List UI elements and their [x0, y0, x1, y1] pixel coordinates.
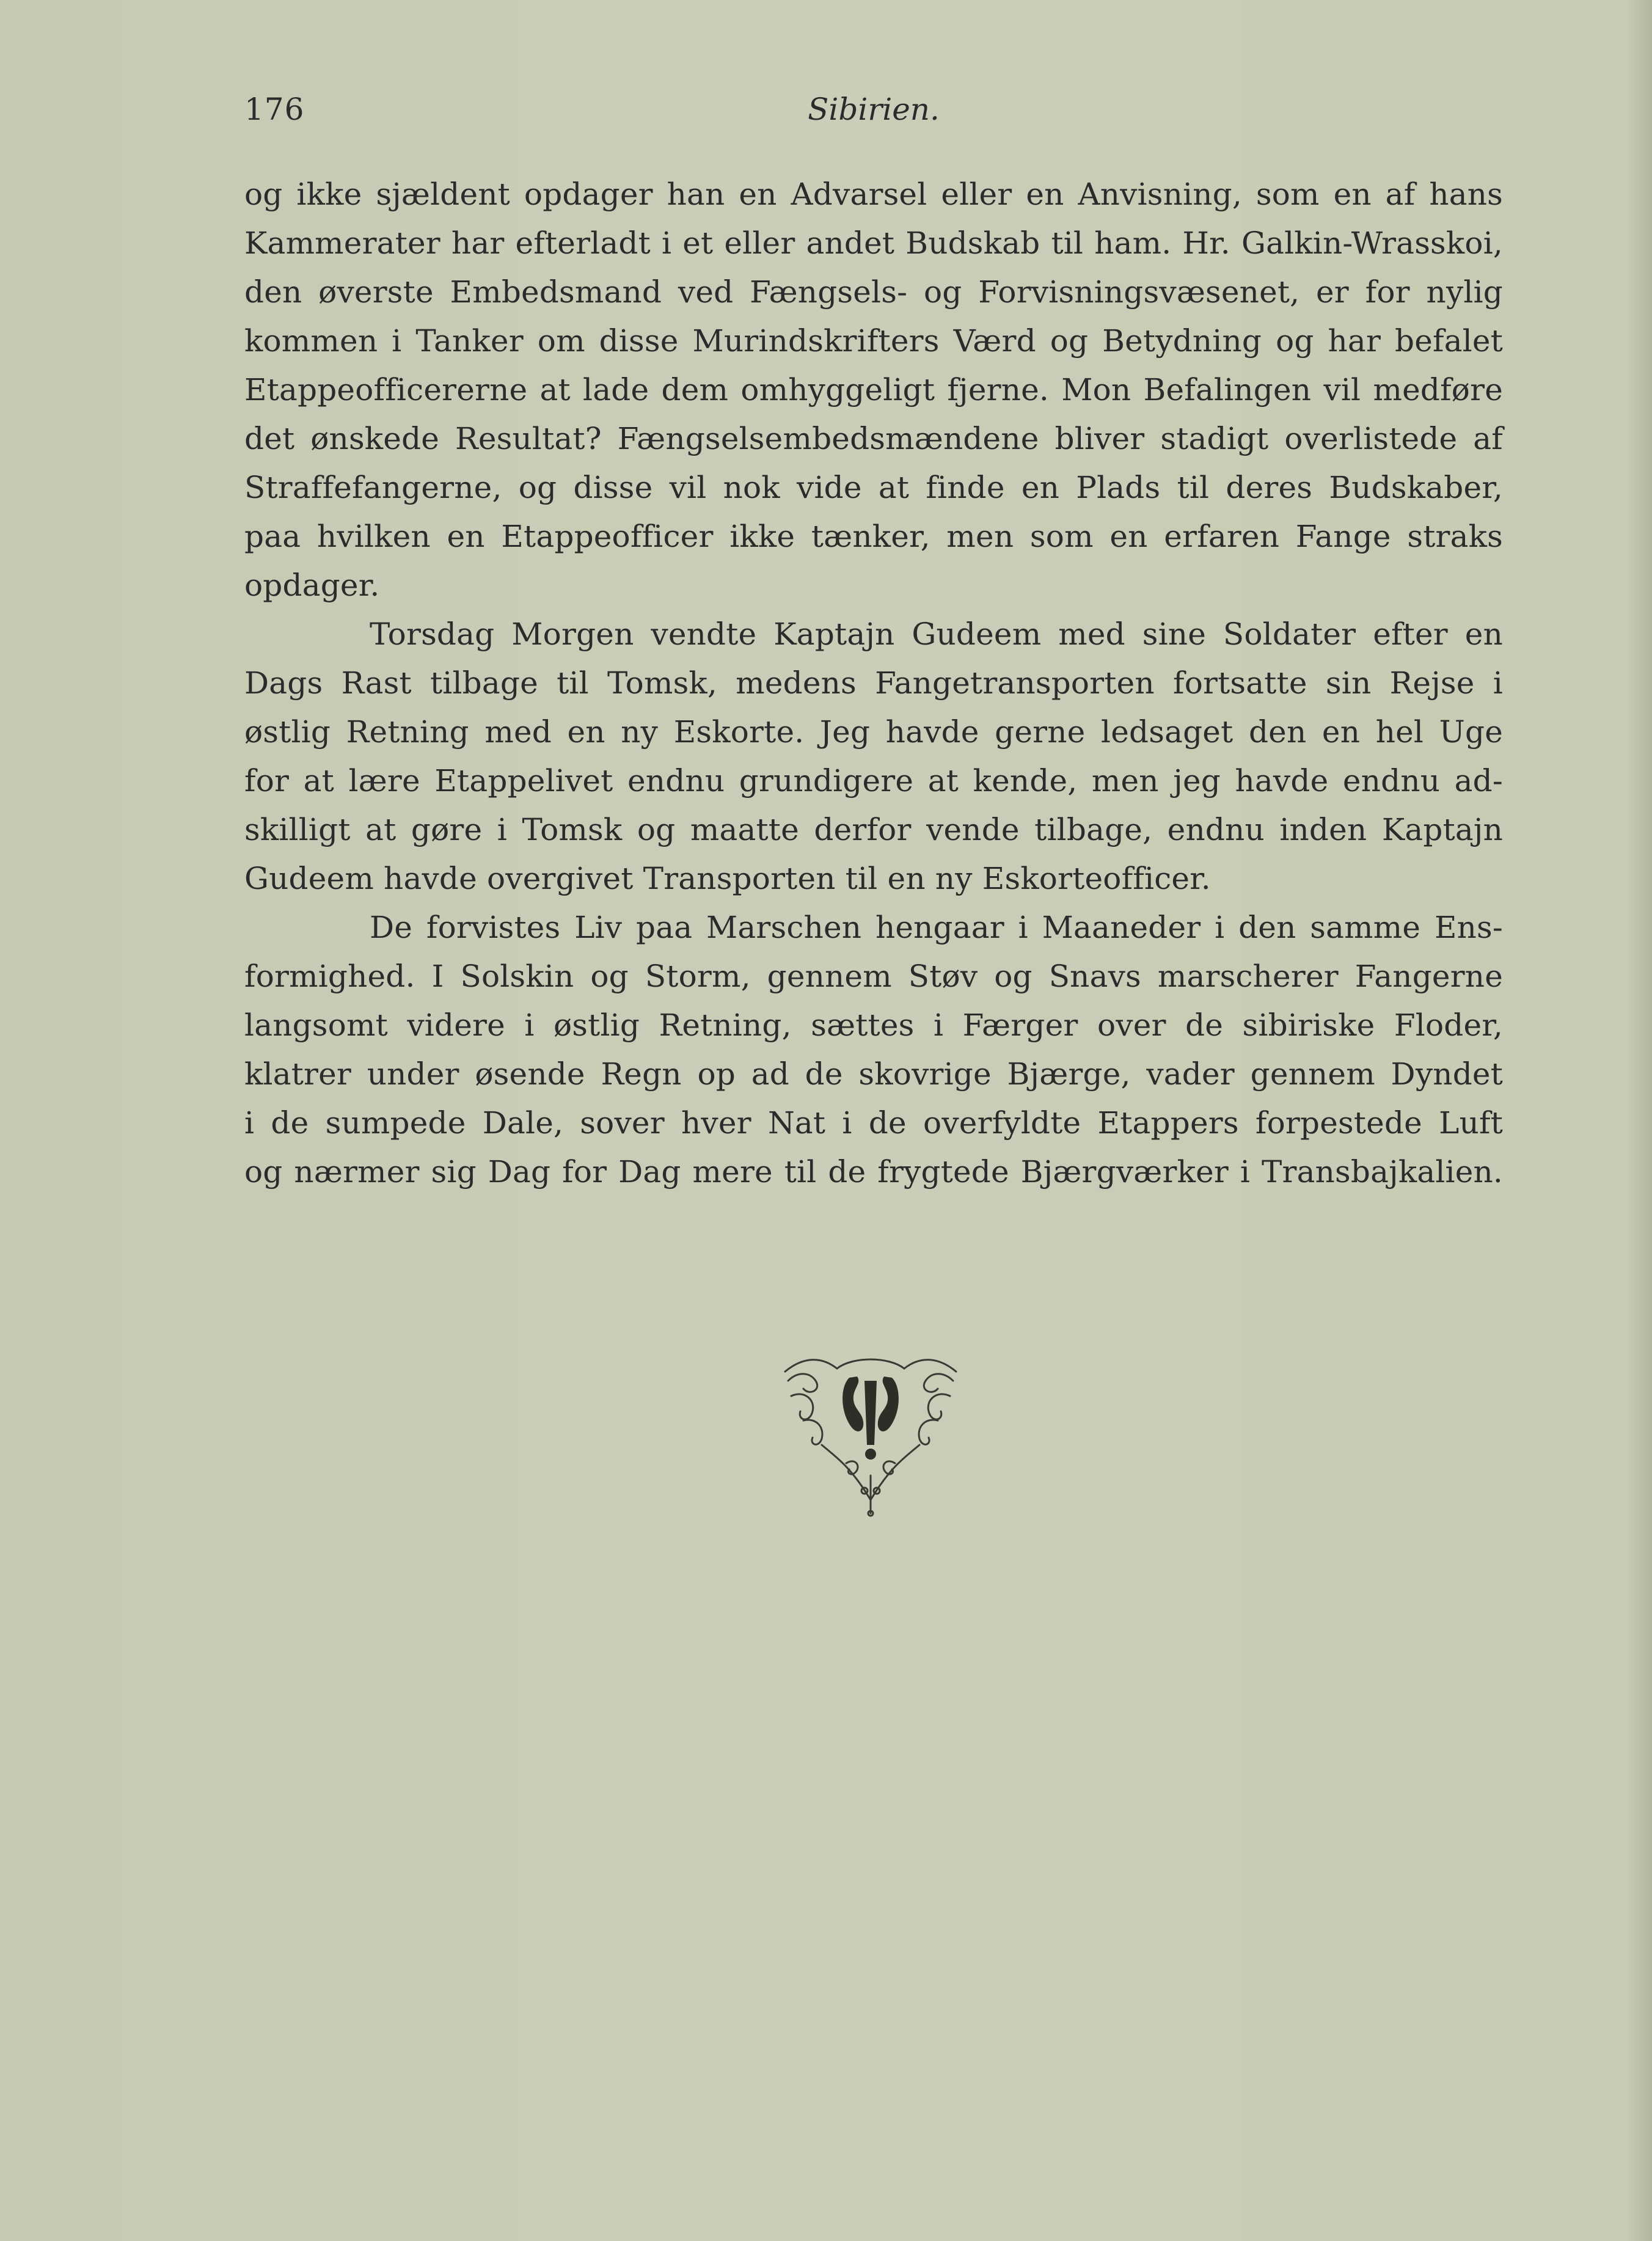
text-line: paa hvilken en Etappeofficer ikke tænker, men som en erfaren Fange straks: [244, 519, 1503, 554]
running-head: [244, 92, 1503, 134]
text-line: for at lære Etappelivet endnu grundigere at kende, men jeg havde endnu ad-: [244, 763, 1503, 799]
text-line: opdager.: [244, 568, 380, 603]
text-line: Straffefangerne, og disse vil nok vide at finde en Plads til deres Budskaber,: [244, 470, 1503, 505]
body-text: [244, 170, 1503, 1196]
text-line: østlig Retning med en ny Eskorte. Jeg havde gerne ledsaget den en hel Uge: [244, 714, 1503, 750]
text-line: det ønskede Resultat? Fængselsembedsmændene bliver stadigt overlistede af: [244, 421, 1503, 456]
text-line: klatrer under øsende Regn op ad de skovrige Bjærge, vader gennem Dyndet: [244, 1056, 1503, 1092]
text-line: langsomt videre i østlig Retning, sættes i Færger over de sibiriske Floder,: [244, 1007, 1503, 1043]
text-line: kommen i Tanker om disse Murindskrifters Værd og Betydning og har befalet: [244, 323, 1503, 359]
text-line: De forvistes Liv paa Marschen hengaar i Maaneder i den samme Ens-: [370, 910, 1503, 945]
floral-vignette-icon: [779, 1353, 962, 1518]
running-title: Sibirien.: [808, 92, 940, 127]
text-line: formighed. I Solskin og Storm, gennem Støv og Snavs marscherer Fangerne: [244, 959, 1503, 994]
text-line: og nærmer sig Dag for Dag mere til de frygtede Bjærgværker i Transbajkalien.: [244, 1154, 1503, 1190]
page-edge-shadow: [1628, 0, 1652, 2241]
page-number: 176: [244, 92, 305, 127]
text-line: og ikke sjældent opdager han en Advarsel eller en Anvisning, som en af hans: [244, 177, 1503, 212]
text-line: Torsdag Morgen vendte Kaptajn Gudeem med sine Soldater efter en: [370, 616, 1503, 652]
text-line: Etappeofficererne at lade dem omhyggeligt fjerne. Mon Befalingen vil medføre: [244, 372, 1503, 408]
text-line: Gudeem havde overgivet Transporten til en ny Eskorteofficer.: [244, 861, 1211, 896]
text-line: Kammerater har efterladt i et eller andet Budskab til ham. Hr. Galkin-Wrasskoi,: [244, 225, 1503, 261]
text-line: Dags Rast tilbage til Tomsk, medens Fangetransporten fortsatte sin Rejse i: [244, 665, 1503, 701]
text-line: i de sumpede Dale, sover hver Nat i de overfyldte Etappers forpestede Luft: [244, 1105, 1503, 1141]
text-line: den øverste Embedsmand ved Fængsels- og Forvisningsvæsenet, er for nylig: [244, 274, 1503, 310]
text-line: skilligt at gøre i Tomsk og maatte derfor vende tilbage, endnu inden Kaptajn: [244, 812, 1503, 847]
